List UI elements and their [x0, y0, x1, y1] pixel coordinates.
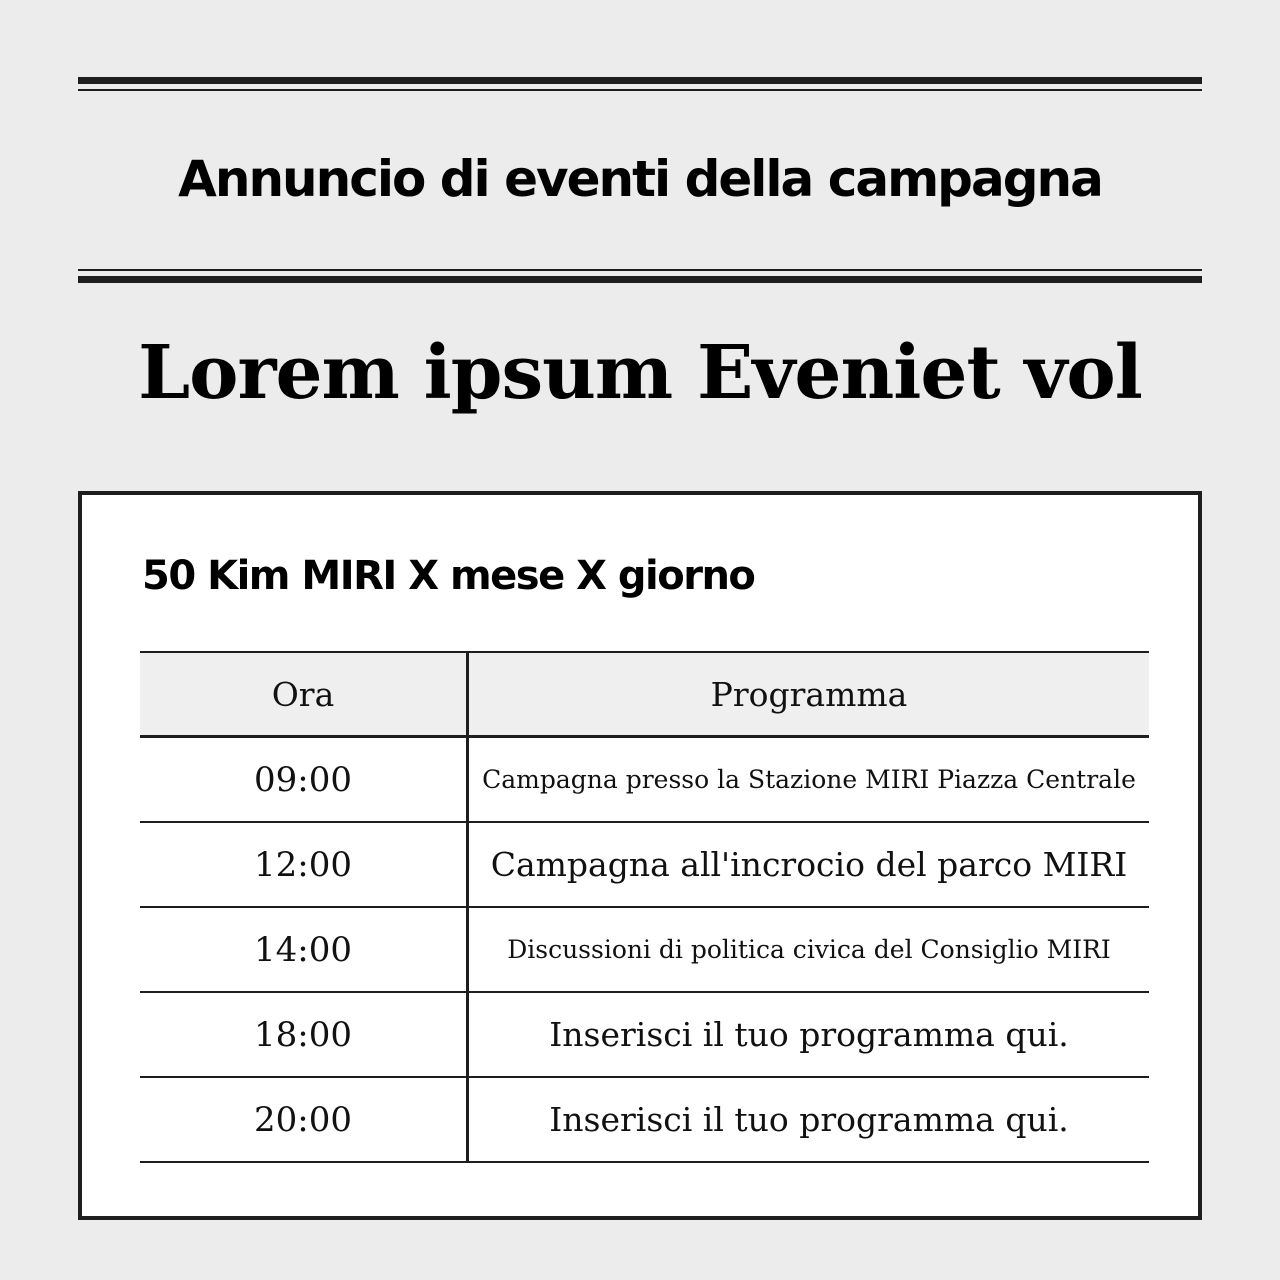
column-header-time: Ora: [140, 652, 468, 737]
program-cell: Inserisci il tuo programma qui.: [468, 1077, 1150, 1162]
table-row: [140, 992, 1149, 1077]
page-title: Annuncio di eventi della campagna: [178, 150, 1102, 208]
headline: Lorem ipsum Eveniet vol: [138, 330, 1142, 416]
table-row: [140, 907, 1149, 992]
program-cell: Discussioni di politica civica del Consiglio MIRI: [468, 907, 1150, 992]
time-cell: 18:00: [140, 992, 468, 1077]
top-thick-rule: [78, 77, 1202, 84]
event-date: 50 Kim MIRI X mese X giorno: [142, 553, 755, 599]
bottom-thick-rule: [78, 276, 1202, 283]
table-row: [140, 822, 1149, 907]
program-cell: Campagna presso la Stazione MIRI Piazza Centrale: [468, 737, 1150, 823]
time-cell: 14:00: [140, 907, 468, 992]
time-cell: 20:00: [140, 1077, 468, 1162]
schedule-table: [140, 651, 1149, 1163]
column-header-program: Programma: [468, 652, 1150, 737]
program-cell: Inserisci il tuo programma qui.: [468, 992, 1150, 1077]
program-cell: Campagna all'incrocio del parco MIRI: [468, 822, 1150, 907]
top-thin-rule: [78, 89, 1202, 91]
table-row: [140, 1077, 1149, 1162]
bottom-thin-rule: [78, 269, 1202, 271]
table-row: [140, 737, 1149, 823]
schedule-card: [78, 491, 1202, 1220]
time-cell: 12:00: [140, 822, 468, 907]
time-cell: 09:00: [140, 737, 468, 823]
table-header-row: [140, 652, 1149, 737]
